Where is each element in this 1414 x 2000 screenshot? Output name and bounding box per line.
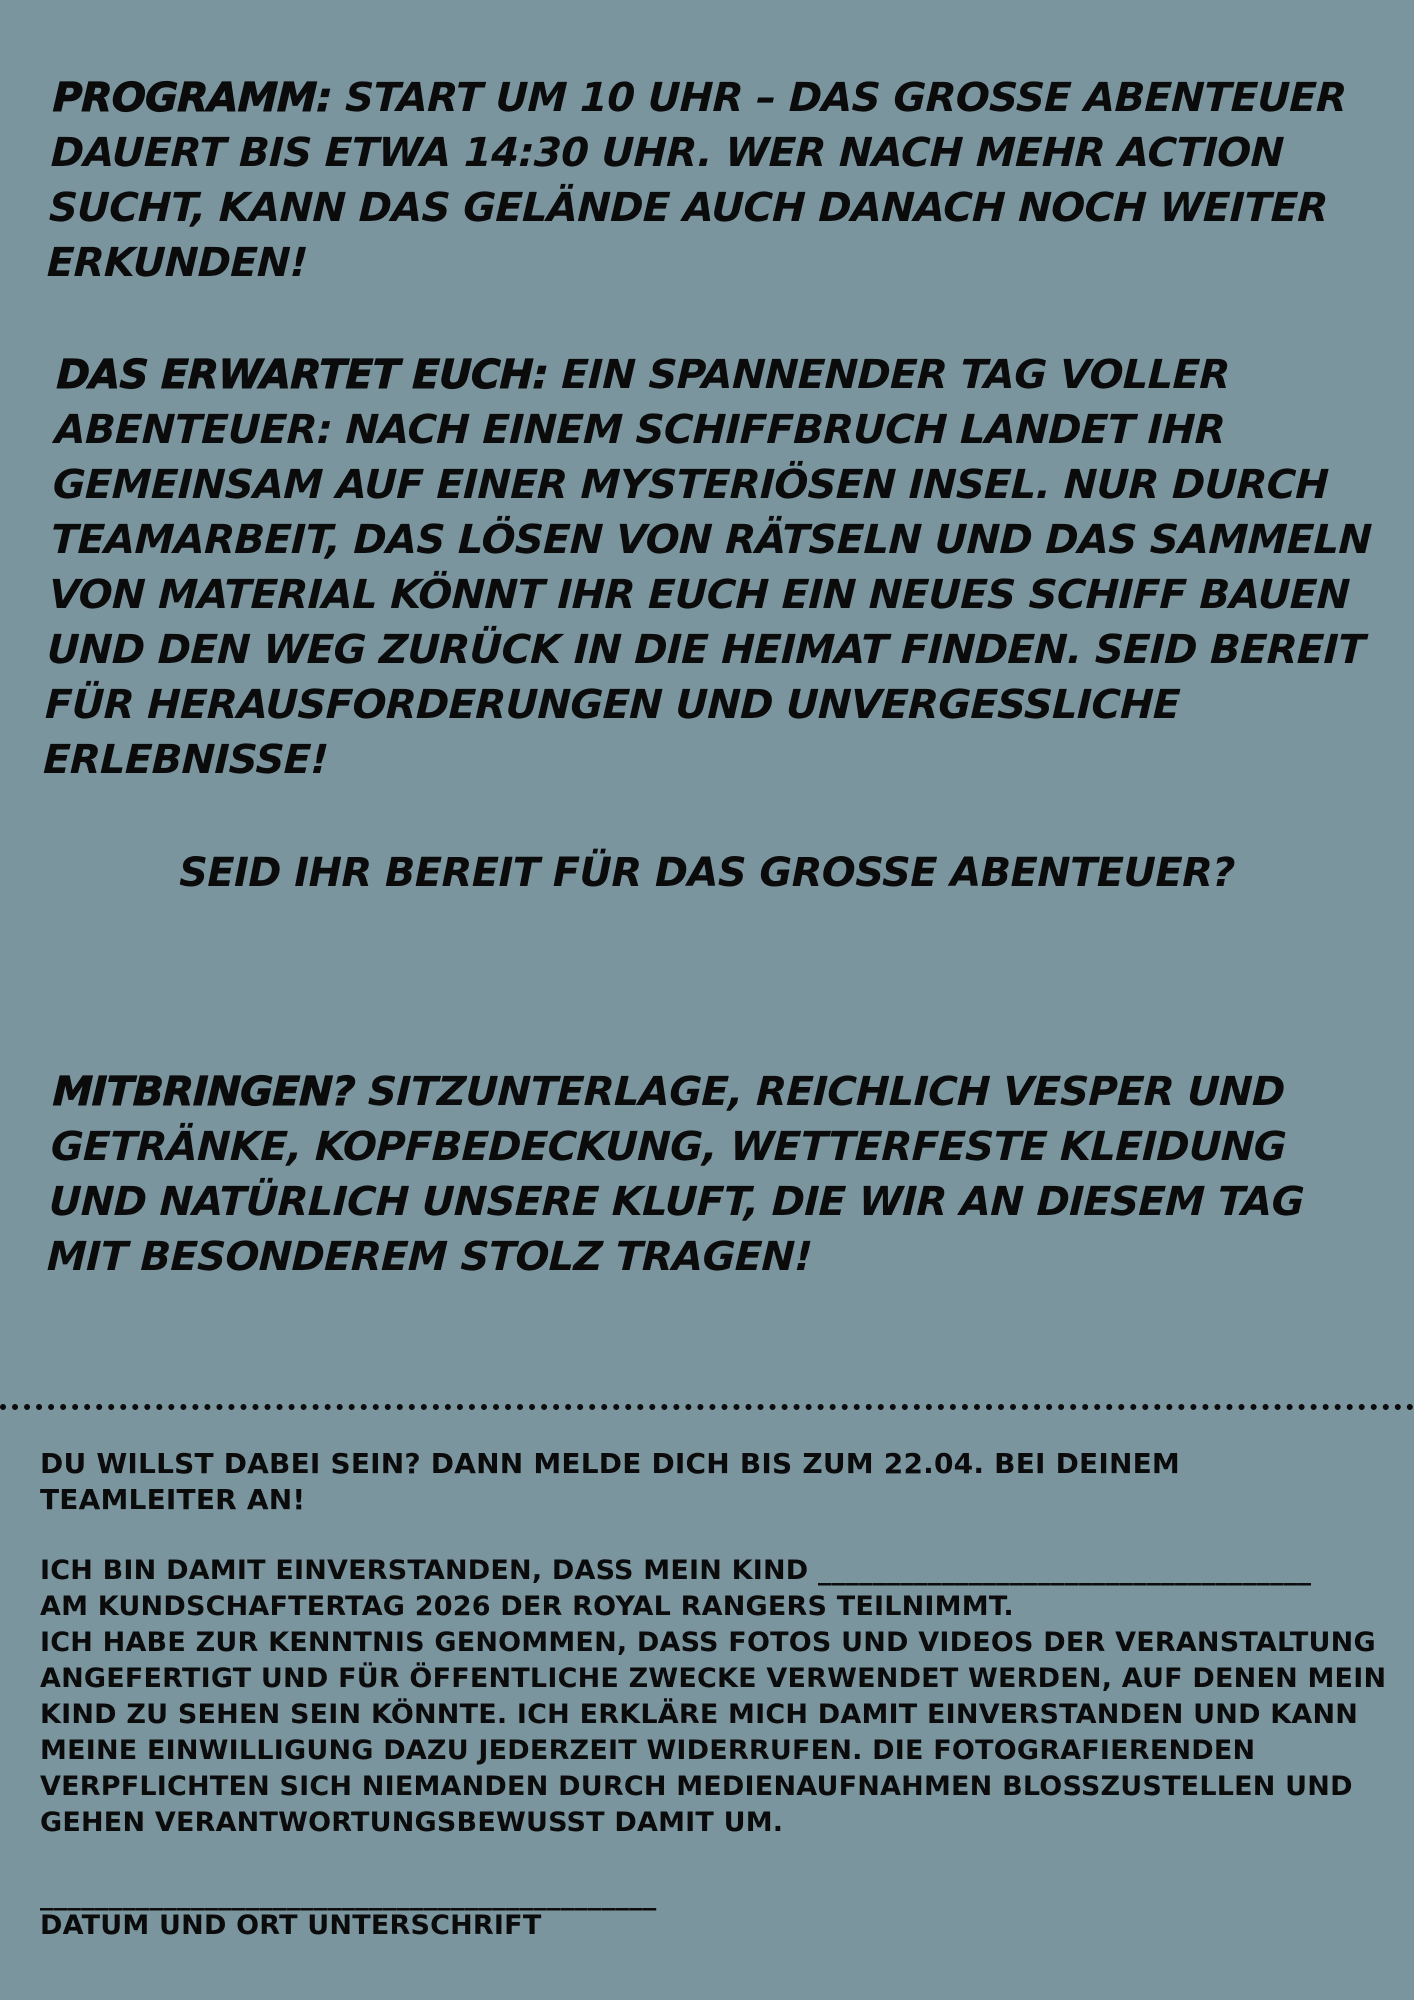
tagline: SEID IHR BEREIT FÜR DAS GROSSE ABENTEUER? (179, 850, 1235, 896)
mitbringen-paragraph (46, 1065, 1394, 1285)
programm-heading: PROGRAMM: (52, 75, 333, 121)
mitbringen-text: SITZUNTERLAGE, REICHLICH VESPER UND GETRÄNKE, KOPFBEDECKUNG, WETTERFESTE KLEIDUNG UND NATÜRLICH UNSERE KLUFT, DIE WIR AN DIESEM TAG MIT BESONDEREM STOLZ TRAGEN! (46, 1069, 1305, 1280)
programm-text: START UM 10 UHR – DAS GROSSE ABENTEUER DAUERT BIS ETWA 14:30 UHR. WER NACH MEHR ACTION SUCHT, KANN DAS GELÄNDE AUCH DANACH NOCH WEITER ERKUNDEN! (46, 75, 1348, 286)
signature-line: _____________________________________________ (40, 1880, 657, 1911)
registration-deadline: DU WILLST DABEI SEIN? DANN MELDE DICH BIS ZUM 22.04. BEI DEINEM TEAMLEITER AN! (40, 1447, 1180, 1516)
consent-text: ICH BIN DAMIT EINVERSTANDEN, DASS MEIN KIND ____________________________________ AM KUNDSCHAFTERTAG 2026 DER ROYAL RANGERS TEILNIMMT. ICH HABE ZUR KENNTNIS GENOMMEN, DASS FOTOS UND VIDEOS DER VERANSTALTUNG ANGEFERTIGT UND FÜR ÖFFENTLICHE ZWECKE VERWENDET WERDEN, AUF DENEN MEIN KIND ZU SEHEN SEIN KÖNNTE. ICH ERKLÄRE MICH DAMIT EINVERSTANDEN UND KANN MEINE EINWILLIGUNG DAZU JEDERZEIT WIDERRUFEN. DIE FOTOGRAFIERENDEN VERPFLICHTEN SICH NIEMANDEN DURCH MEDIENAUFNAHMEN BLOSSZUSTELLEN UND GEHEN VERANTWORTUNGSBEWUSST DAMIT UM. (40, 1555, 1387, 1838)
signature-label: DATUM UND ORT UNTERSCHRIFT (40, 1910, 542, 1941)
erwartet-heading: DAS ERWARTET EUCH: (55, 352, 549, 398)
erwartet-paragraph (42, 348, 1397, 788)
mitbringen-heading: MITBRINGEN? (52, 1069, 356, 1115)
cut-line-divider (0, 1404, 1414, 1410)
programm-paragraph (46, 71, 1394, 291)
erwartet-text: EIN SPANNENDER TAG VOLLER ABENTEUER: NACH EINEM SCHIFFBRUCH LANDET IHR GEMEINSAM AUF EINER MYSTERIÖSEN INSEL. NUR DURCH TEAMARBEIT, DAS LÖSEN VON RÄTSELN UND DAS SAMMELN VON MATERIAL KÖNNT IHR EUCH EIN NEUES SCHIFF BAUEN UND DEN WEG ZURÜCK IN DIE HEIMAT FINDEN. SEID BEREIT FÜR HERAUSFORDERUNGEN UND UNVERGESSLICHE ERLEBNISSE! (42, 352, 1373, 783)
